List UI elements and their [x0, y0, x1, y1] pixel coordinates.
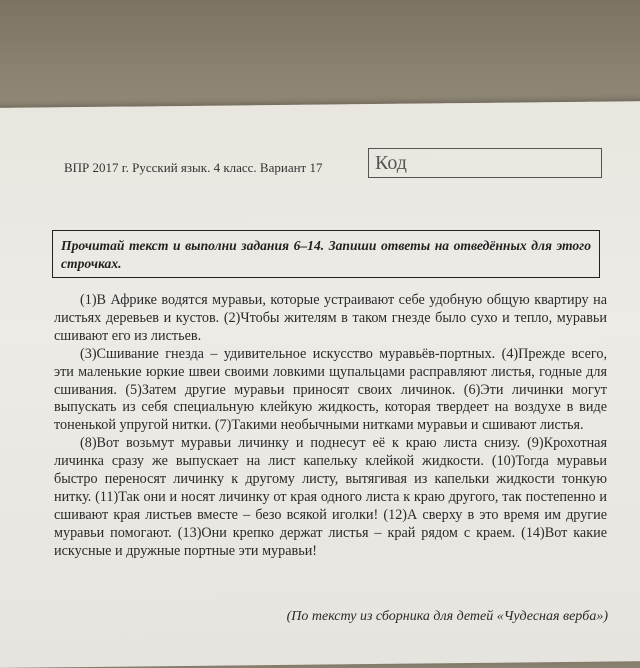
paragraph-2: (3)Сшивание гнезда – удивительное искусство муравьёв-портных. (4)Прежде всего, эти маленькие юркие швеи своими ловкими щупальцами расправляют листья, годные для сшивания. (5)Затем другие муравьи приносят своих личинок. (6)Эти личинки могут выпускать из себя специальную клейкую жидкость, которая твердеет на воздухе в виде тоненькой упругой нитки. (7)Такими необычными нитками муравьи и сшивают листья. — [54, 345, 607, 434]
task-instruction: Прочитай текст и выполни задания 6–14. Запиши ответы на отведённых для этого строчках. — [61, 238, 591, 271]
task-instruction-box — [52, 230, 600, 278]
code-label: Код — [375, 152, 407, 174]
paragraph-3: (8)Вот возьмут муравьи личинку и поднесут её к краю листа снизу. (9)Крохотная личинка сразу же выпускает на лист капельку клейкой жидкости. (10)Тогда муравьи быстро переносят личинку к другому листу, вытягивая из капельки жидкости тонкую нитку. (11)Так они и носят личинку от края одного листа к краю другого, так постепенно и сшивают края листьев вместе – безо всякой иголки! (12)А сверху в это время им другие муравьи помогают. (13)Они крепко держат листья – край рядом с краем. (14)Вот какие искусные и дружные портные эти муравьи! — [54, 435, 607, 559]
code-field[interactable] — [368, 148, 602, 178]
reading-text — [54, 292, 607, 561]
paragraph-1: (1)В Африке водятся муравьи, которые устраивают себе удобную общую квартиру на листьях деревьев и кустов. (2)Чтобы жителям в таком гнезде было сухо и тепло, муравьи сшивают его из листьев. — [54, 292, 607, 344]
exam-header: ВПР 2017 г. Русский язык. 4 класс. Вариант 17 — [64, 160, 323, 175]
text-source: (По тексту из сборника для детей «Чудесная верба») — [286, 609, 608, 624]
